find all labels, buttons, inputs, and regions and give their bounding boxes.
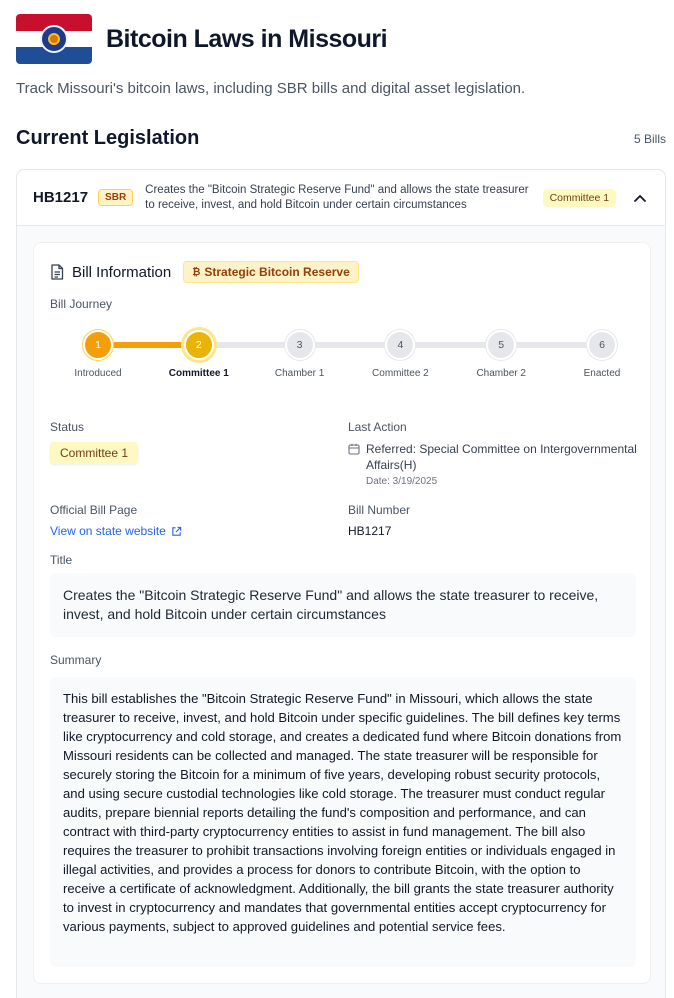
page-title: Bitcoin Laws in Missouri: [106, 24, 388, 53]
bill-header-description: Creates the "Bitcoin Strategic Reserve Fund" and allows the state treasurer to receive, invest, and hold Bitcoin under certain circumstances: [145, 183, 529, 211]
page-header: [16, 14, 387, 64]
bill-number-label: Bill Number: [348, 503, 411, 517]
journey-step-label: Enacted: [583, 368, 621, 379]
journey-step-dot: 2: [184, 330, 214, 360]
journey-step-dot: 4: [385, 330, 415, 360]
category-badge: [183, 261, 359, 283]
journey-step-dot: 6: [587, 330, 617, 360]
bill-journey: [50, 325, 638, 385]
journey-step-6: [562, 325, 642, 379]
journey-step-label: Chamber 1: [274, 368, 325, 379]
bill-information-heading-row: [50, 261, 359, 283]
title-text: Creates the "Bitcoin Strategic Reserve Fund" and allows the state treasurer to receive, invest, and hold Bitcoin under certain circumstances: [50, 573, 636, 637]
page-subtitle: Track Missouri's bitcoin laws, including SBR bills and digital asset legislation.: [16, 80, 526, 97]
bill-journey-label: Bill Journey: [50, 297, 113, 311]
calendar-icon: [348, 443, 360, 455]
journey-step-dot: 1: [83, 330, 113, 360]
journey-step-label: Introduced: [74, 368, 122, 379]
bill-information-title: Bill Information: [72, 263, 172, 281]
summary-label: Summary: [50, 653, 102, 667]
journey-step-1: [58, 325, 138, 379]
section-title: Current Legislation: [16, 127, 200, 149]
state-website-link-text: View on state website: [50, 524, 166, 538]
bill-card-header[interactable]: [17, 170, 665, 226]
stage-badge: Committee 1: [543, 189, 617, 207]
missouri-flag-icon: [16, 14, 92, 64]
category-badge-label: Strategic Bitcoin Reserve: [204, 265, 350, 279]
chevron-up-icon[interactable]: [630, 188, 649, 208]
journey-step-label: Committee 1: [168, 368, 229, 379]
journey-step-5: [461, 325, 541, 379]
bill-information-panel: [33, 242, 651, 984]
last-action-label: Last Action: [348, 420, 407, 434]
journey-step-label: Committee 2: [372, 368, 429, 379]
official-page-label: Official Bill Page: [50, 503, 138, 517]
journey-step-dot: 3: [285, 330, 315, 360]
summary-text: This bill establishes the "Bitcoin Strategic Reserve Fund" in Missouri, which allows the state treasurer to receive, invest, and hold Bitcoin under specific guidelines. The bill defines key terms like cryptocurrency and cold storage, and creates a dedicated fund where Bitcoin donations from Missouri residents can be collected and managed. The state treasurer will be responsible for securely storing the Bitcoin for a minimum of five years, developing robust security protocols, and using secure custodial technologies like cold storage. The treasurer must conduct regular audits, prepare biennial reports detailing the fund's composition and performance, and can contract with third-party cryptocurrency entities to assist in fund management. The bill also requires the treasurer to prohibit transactions involving foreign entities or individuals engaged in illegal activities, and provides a process for donors to contribute Bitcoin, with the option to receive a certificate of acknowledgment. Additionally, the bill grants the state treasurer authority to invest in cryptocurrency and mandates that governmental entities accept cryptocurrency for various payments, subject to approved guidelines and potential service fees.: [50, 677, 636, 967]
journey-step-2: [159, 325, 239, 379]
flag-seal-icon: [40, 25, 68, 53]
external-link-icon: [171, 526, 182, 537]
journey-step-4: [360, 325, 440, 379]
sbr-badge: SBR: [98, 189, 133, 206]
status-label: Status: [50, 420, 85, 434]
journey-step-3: [260, 325, 340, 379]
bitcoin-icon: ₿: [192, 266, 201, 278]
journey-step-dot: 5: [486, 330, 516, 360]
last-action: [348, 441, 638, 473]
title-label: Title: [50, 553, 73, 567]
document-icon: [50, 264, 64, 280]
state-website-link[interactable]: [50, 524, 182, 538]
bill-card: [16, 169, 666, 998]
last-action-text: Referred: Special Committee on Intergovernmental Affairs(H): [366, 442, 637, 472]
bill-count: 5 Bills: [633, 132, 666, 146]
journey-step-label: Chamber 2: [476, 368, 526, 379]
bill-id: HB1217: [33, 189, 89, 206]
bill-number-value: HB1217: [348, 524, 392, 538]
last-action-date: Date: 3/19/2025: [366, 476, 438, 487]
status-badge: Committee 1: [50, 442, 138, 464]
